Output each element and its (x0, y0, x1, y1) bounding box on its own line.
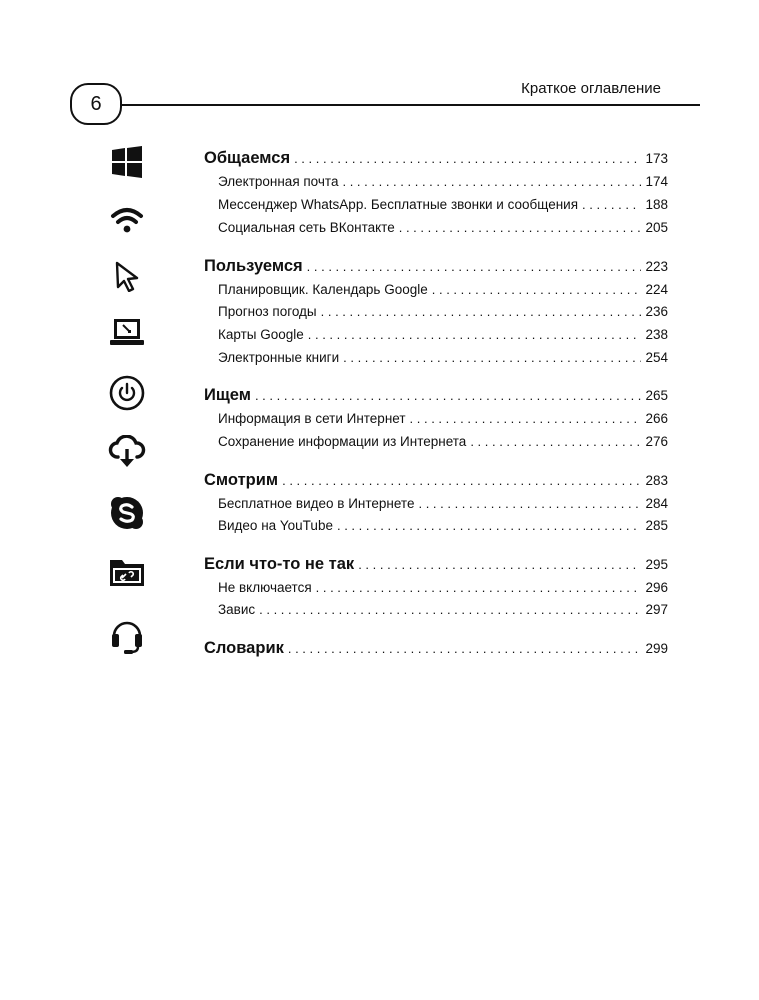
item-title: Информация в сети Интернет (218, 411, 406, 426)
item-title: Сохранение информации из Интернета (218, 434, 467, 449)
item-title: Электронные книги (218, 350, 340, 365)
leader-dots (432, 281, 642, 299)
toc-chapter[interactable] (204, 470, 668, 491)
toc-item[interactable] (204, 281, 668, 299)
page-ref: 296 (645, 580, 668, 595)
leader-dots (410, 410, 642, 428)
item-title: Мессенджер WhatsApp. Бесплатные звонки и сообщения (218, 197, 579, 212)
toc-item[interactable] (204, 601, 668, 619)
page-ref: 283 (645, 473, 668, 488)
leader-dots (358, 555, 641, 575)
page-number: 6 (90, 92, 102, 115)
toc-chapter[interactable] (204, 554, 668, 575)
page-ref: 276 (645, 434, 668, 449)
chapter-title: Ищем (204, 386, 251, 404)
running-title: Краткое оглавление (521, 80, 661, 97)
chapter-title: Если что-то не так (204, 555, 355, 573)
leader-dots (259, 601, 641, 619)
toc-item[interactable] (204, 326, 668, 344)
leader-dots (582, 196, 641, 214)
item-title: Электронная почта (218, 174, 339, 189)
leader-dots (282, 471, 641, 491)
toc-item[interactable] (204, 349, 668, 367)
leader-dots (343, 349, 641, 367)
page-ref: 224 (645, 282, 668, 297)
leader-dots (321, 303, 642, 321)
power-icon (106, 372, 148, 414)
leader-dots (342, 173, 641, 191)
toc-item[interactable] (204, 495, 668, 513)
item-title: Прогноз погоды (218, 304, 317, 319)
toc-chapter[interactable] (204, 385, 668, 406)
leader-dots (255, 386, 642, 406)
page-ref: 295 (645, 557, 668, 572)
laptop-icon (106, 311, 148, 353)
toc-chapter[interactable] (204, 256, 668, 277)
chapter-title: Словарик (204, 639, 284, 657)
folder-link-icon (106, 551, 148, 593)
leader-dots (337, 517, 642, 535)
leader-dots (418, 495, 641, 513)
item-title: Планировщик. Календарь Google (218, 282, 428, 297)
leader-dots (288, 639, 642, 659)
chapter-title: Общаемся (204, 149, 291, 167)
chapter-title: Смотрим (204, 471, 279, 489)
windows-icon (106, 141, 148, 183)
leader-dots (307, 257, 642, 277)
page-ref: 266 (645, 411, 668, 426)
page-ref: 297 (645, 602, 668, 617)
toc-item[interactable] (204, 303, 668, 321)
item-title: Бесплатное видео в Интернете (218, 496, 415, 511)
wifi-icon (106, 199, 148, 241)
page-ref: 223 (645, 259, 668, 274)
toc-item[interactable] (204, 579, 668, 597)
item-title: Карты Google (218, 327, 304, 342)
page-ref: 188 (645, 197, 668, 212)
toc-item[interactable] (204, 173, 668, 191)
headset-icon (106, 613, 148, 655)
page-ref: 285 (645, 518, 668, 533)
page-ref: 284 (645, 496, 668, 511)
leader-dots (399, 219, 642, 237)
page-ref: 236 (645, 304, 668, 319)
page-ref: 254 (645, 350, 668, 365)
toc-chapter[interactable] (204, 638, 668, 659)
header-rule (122, 104, 700, 106)
item-title: Не включается (218, 580, 312, 595)
leader-dots (316, 579, 642, 597)
page-ref: 173 (645, 151, 668, 166)
toc-chapter[interactable] (204, 148, 668, 169)
item-title: Социальная сеть ВКонтакте (218, 220, 395, 235)
skype-icon (106, 492, 148, 534)
leader-dots (470, 433, 641, 451)
item-title: Видео на YouTube (218, 518, 333, 533)
page-ref: 299 (645, 641, 668, 656)
page-number-badge (70, 83, 122, 125)
page-ref: 205 (645, 220, 668, 235)
toc-item[interactable] (204, 410, 668, 428)
leader-dots (294, 149, 641, 169)
page-ref: 265 (645, 388, 668, 403)
cloud-download-icon (106, 431, 148, 473)
toc-item[interactable] (204, 517, 668, 535)
leader-dots (308, 326, 642, 344)
item-title: Завис (218, 602, 256, 617)
cursor-icon (106, 255, 148, 297)
toc-item[interactable] (204, 196, 668, 214)
page-ref: 238 (645, 327, 668, 342)
page-ref: 174 (645, 174, 668, 189)
chapter-title: Пользуемся (204, 257, 303, 275)
toc-item[interactable] (204, 219, 668, 237)
toc-item[interactable] (204, 433, 668, 451)
